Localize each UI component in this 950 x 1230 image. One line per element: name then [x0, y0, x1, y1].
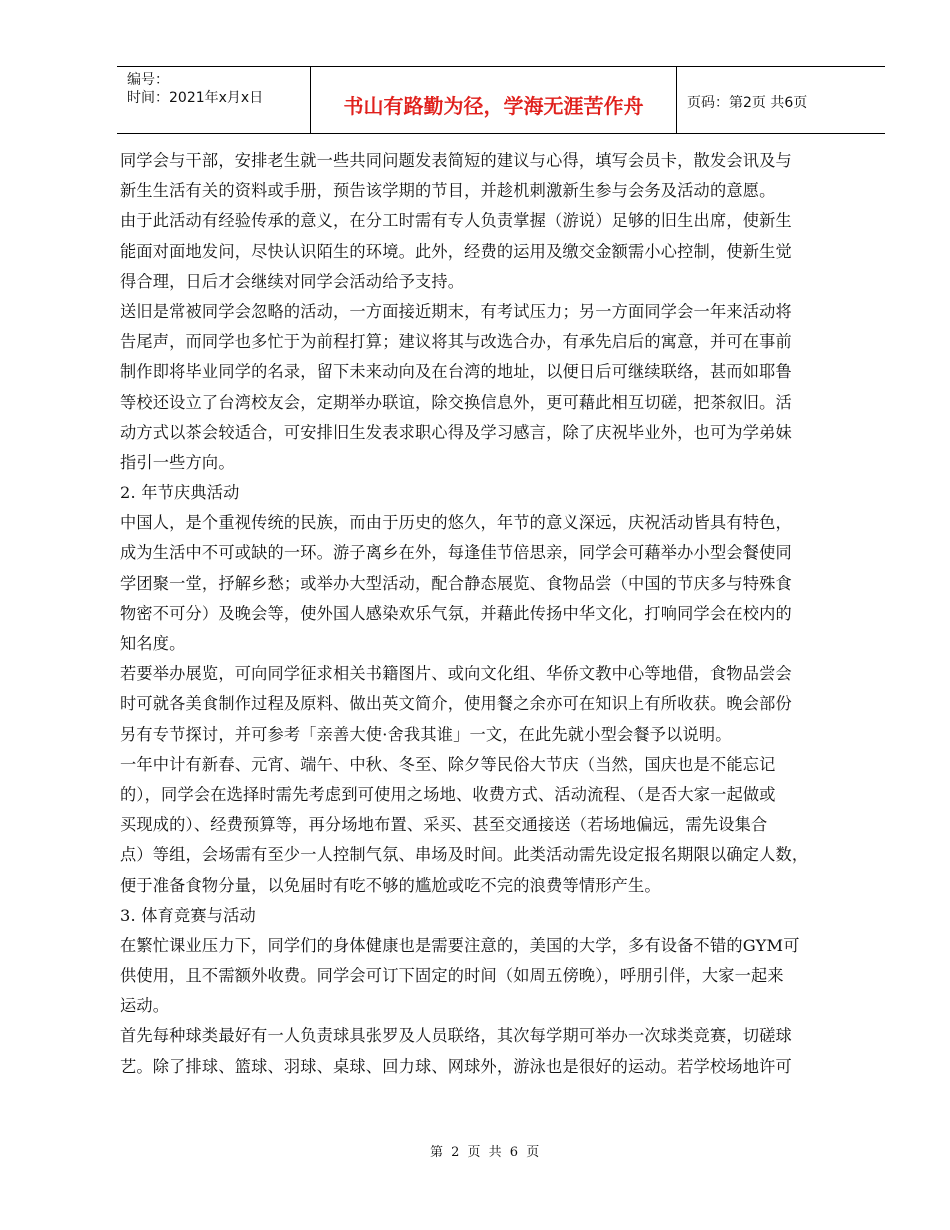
- body-line: 一年中计有新春、元宵、端午、中秋、冬至、除夕等民俗大节庆（当然，国庆也是不能忘记: [120, 754, 776, 774]
- body-line: 首先每种球类最好有一人负责球具张罗及人员联络，其次每学期可举办一次球类竞赛，切磋球: [120, 1026, 792, 1046]
- body-line: 艺。除了排球、篮球、羽球、桌球、回力球、网球外，游泳也是很好的运动。若学校场地许可: [120, 1056, 792, 1076]
- page-header: [117, 66, 885, 134]
- body-line: 得合理，日后才会继续对同学会活动给予支持。: [120, 271, 465, 291]
- body-line: 新生生活有关的资料或手册，预告该学期的节目，并趁机刺激新生参与会务及活动的意愿。: [120, 181, 776, 201]
- section-heading: 3. 体育竞赛与活动: [120, 905, 256, 925]
- header-motto: 书山有路勤为径，学海无涯苦作舟: [311, 67, 677, 133]
- body-line: 的），同学会在选择时需先考虑到可使用之场地、收费方式、活动流程、（是否大家一起做或: [120, 784, 776, 804]
- body-line: 若要举办展览，可向同学征求相关书籍图片、或向文化组、华侨文教中心等地借，食物品尝会: [120, 664, 792, 684]
- body-line: 物密不可分）及晚会等，使外国人感染欢乐气氛，并藉此传扬中华文化，打响同学会在校内的: [120, 603, 792, 623]
- body-line: 由于此活动有经验传承的意义，在分工时需有专人负责掌握（游说）足够的旧生出席，使新生: [120, 211, 792, 231]
- document-number-label: 编号：: [127, 72, 169, 88]
- body-line: 供使用，且不需额外收费。同学会可订下固定的时间（如周五傍晚），呼朋引伴，大家一起来: [120, 966, 784, 986]
- page-footer: 第 2 页 共 6 页: [430, 1145, 540, 1160]
- body-line: 学团聚一堂，抒解乡愁；或举办大型活动，配合静态展览、食物品尝（中国的节庆多与特殊食: [120, 573, 792, 593]
- body-line: 点）等组，会场需有至少一人控制气氛、串场及时间。此类活动需先设定报名期限以确定人数，: [120, 845, 809, 865]
- body-line: 知名度。: [120, 634, 186, 653]
- header-page-info: 页码：第2页 共6页: [687, 95, 808, 111]
- body-line: 中国人，是个重视传统的民族，而由于历史的悠久，年节的意义深远，庆祝活动皆具有特色，: [120, 513, 792, 533]
- document-date: 时间：2021年x月x日: [127, 90, 264, 106]
- body-line: 在繁忙课业压力下，同学们的身体健康也是需要注意的，美国的大学，多有设备不错的GYM可: [120, 935, 800, 955]
- body-line: 能面对面地发问，尽快认识陌生的环境。此外，经费的运用及缴交金额需小心控制，使新生觉: [120, 241, 792, 261]
- section-heading: 2. 年节庆典活动: [120, 483, 240, 503]
- body-line: 运动。: [120, 996, 170, 1016]
- body-line: 买现成的）、经费预算等，再分场地布置、采买、甚至交通接送（若场地偏远，需先设集合: [120, 815, 768, 835]
- body-line: 时可就各美食制作过程及原料、做出英文简介，使用餐之余亦可在知识上有所收获。晚会部份: [120, 694, 792, 714]
- body-line: 等校还设立了台湾校友会，定期举办联谊，除交换信息外，更可藉此相互切磋，把茶叙旧。活: [120, 392, 792, 412]
- body-line: 同学会与干部，安排老生就一些共同问题发表简短的建议与心得，填写会员卡，散发会讯及与: [120, 151, 792, 170]
- body-line: 成为生活中不可或缺的一环。游子离乡在外，每逢佳节倍思亲，同学会可藉举办小型会餐使同: [120, 543, 792, 563]
- body-line: 送旧是常被同学会忽略的活动，一方面接近期末，有考试压力；另一方面同学会一年来活动将: [120, 301, 792, 321]
- body-line: 指引一些方向。: [120, 452, 235, 472]
- body-line: 另有专节探讨，并可参考「亲善大使·舍我其谁」一文，在此先就小型会餐予以说明。: [120, 724, 732, 744]
- body-line: 动方式以茶会较适合，可安排旧生发表求职心得及学习感言，除了庆祝毕业外，也可为学弟妹: [120, 422, 792, 442]
- body-line: 告尾声，而同学也多忙于为前程打算；建议将其与改选合办，有承先启后的寓意，并可在事前: [120, 332, 792, 352]
- header-meta-cell: [117, 67, 311, 133]
- body-line: 便于准备食物分量，以免届时有吃不够的尴尬或吃不完的浪费等情形产生。: [120, 875, 661, 895]
- document-body: [120, 146, 892, 1082]
- body-line: 制作即将毕业同学的名录，留下未来动向及在台湾的地址，以便日后可继续联络，甚而如耶鲁: [120, 362, 792, 382]
